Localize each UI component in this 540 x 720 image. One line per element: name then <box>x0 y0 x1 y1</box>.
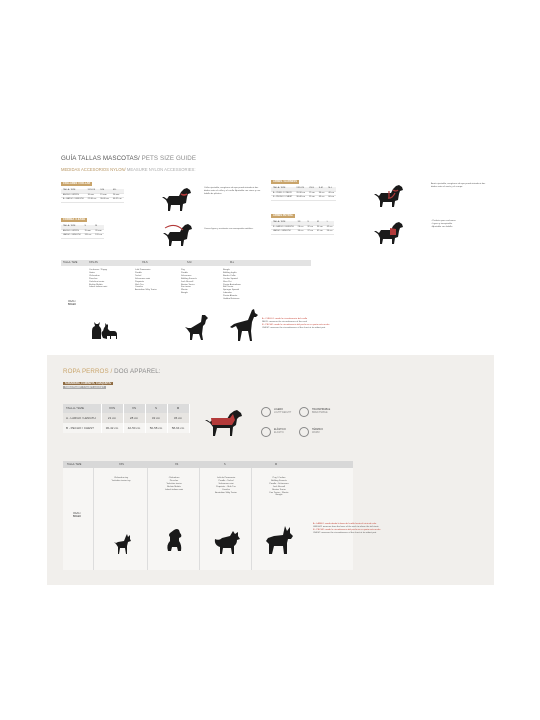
breed-col-s-m <box>181 269 221 295</box>
guide-title <box>61 155 196 162</box>
breed-header-col: S <box>224 463 226 466</box>
feature-line: - Ligero y transpirable <box>431 222 453 225</box>
breed-name: Chihuahua toy <box>113 477 129 479</box>
breed-name: Labrador <box>223 292 232 295</box>
harness-note: Arnés ajustable, asegúrese de que pueda introducir dos dedos entre el arnés y el cuerpo. <box>431 183 486 188</box>
breed-name: Chihuahua <box>168 477 180 479</box>
breed-name: Yorkshire terrier <box>89 280 105 283</box>
nylon-accessories-size-guide <box>47 140 494 350</box>
apparel-breed-col-s <box>202 477 250 494</box>
feature-line: - Perfecto para cachorros <box>431 220 456 222</box>
table-header-cell: M <box>167 404 189 413</box>
breed-name: Poodle - Schnauzer <box>269 482 289 485</box>
table-cell: A - CUELLO / NECK <box>271 191 294 196</box>
table-cell: M <box>93 225 104 229</box>
table-cell: 30-40 cm <box>98 198 111 203</box>
table-cell: 32 cm <box>145 413 167 423</box>
feature-label: LIGERO <box>274 408 284 411</box>
table-cell: TALLA / SIZE <box>61 189 86 193</box>
feature-label: TÉRMICO <box>312 428 324 431</box>
collar-size-table <box>61 189 124 203</box>
guide-title-en: PETS SIZE GUIDE <box>139 155 197 162</box>
breed-name: Caniche <box>135 286 144 289</box>
breed-name: Poodle <box>135 271 142 274</box>
pomeranian-illustration <box>211 529 243 555</box>
column-divider <box>93 468 94 570</box>
cat-and-small-dog-illustration <box>87 320 123 340</box>
breed-name: Bichón Maltés <box>89 283 103 286</box>
table-cell: LARGO / LENGTH <box>271 230 296 235</box>
table-cell: S <box>305 221 315 225</box>
table-header-cell: S <box>145 404 167 413</box>
breed-name: Lebrel italiano mini <box>89 286 108 289</box>
chest-note: B - PECHO: medir la circunferencia del pecho en su parte más ancha <box>313 528 381 531</box>
table-cell: TALLA / SIZE <box>271 187 294 191</box>
table-cell: XXS-XS <box>86 189 99 193</box>
chest-note-en: CHEST: measure the circumference of the chest at its widest part <box>313 531 377 534</box>
breed-name: Yorkshire terrier <box>166 482 182 485</box>
table-cell: A - LARGO / LENGTH <box>63 413 101 423</box>
guide-subtitle-es: MEDIDAS ACCESORIOS NYLON/ <box>61 167 126 172</box>
table-cell: M <box>315 221 325 225</box>
apparel-tag-en: SWEATSHIRT, T-SHIRT, JACKET <box>65 385 105 389</box>
table-cell: B - LARGO / LENGTH <box>271 225 296 230</box>
table-cell: S-M <box>98 189 111 193</box>
breed-name: Springer Spaniel <box>223 289 240 292</box>
breed-name: Pastor Australiano <box>223 283 241 286</box>
breed-header-col: XS-S <box>142 261 148 264</box>
breed-name: Bulldog Francés <box>181 277 197 280</box>
breed-name: Westie <box>181 289 188 292</box>
table-cell: M-L <box>326 187 336 191</box>
feature-label: ELÁSTICO <box>274 428 286 431</box>
breed-header-col: XXS-XS <box>89 261 98 264</box>
table-cell: 15 mm <box>82 229 93 234</box>
breed-name: Lebrel italiano mini <box>164 488 184 491</box>
feature-label-en: WARM <box>312 431 320 434</box>
breed-name: Pequinés - Shih Tzu <box>216 485 236 488</box>
guide-subtitle <box>61 167 196 172</box>
harness-vest-features <box>431 220 489 229</box>
apparel-breed-col-xxs <box>97 477 145 483</box>
table-cell: S-M <box>317 187 327 191</box>
apparel-breed-col-m <box>254 477 304 497</box>
table-cell: 10 mm <box>86 193 99 198</box>
breed-header-col: XS <box>175 463 179 466</box>
thermometer-icon <box>299 427 309 437</box>
table-cell: 26 cm <box>296 225 306 230</box>
column-divider <box>251 468 252 570</box>
breed-name: Teckel <box>135 274 142 277</box>
table-cell: TALLA / SIZE <box>271 221 296 225</box>
table-cell: M-L <box>111 189 124 193</box>
table-cell: 15 mm <box>98 193 111 198</box>
apparel-tag: SUDADERA, CAMISETA, CHAQUETA/ <box>65 382 112 385</box>
table-cell: 120 cm <box>82 234 93 239</box>
table-cell: ANCHO / WIDTH <box>61 229 82 234</box>
feature-label-en: BREATHABLE <box>312 411 328 414</box>
breed-name: Pequinés <box>135 280 145 283</box>
table-cell: 30 cm <box>296 230 306 235</box>
table-cell: 45 cm <box>315 230 325 235</box>
table-cell: 36 cm <box>315 225 325 230</box>
table-cell: LARGO / LENGTH <box>61 234 82 239</box>
breed-name: Jack Russell <box>272 485 286 488</box>
breed-name: Beagle <box>275 494 283 497</box>
table-cell: 42 cm <box>325 225 335 230</box>
apparel-title-es: ROPA PERROS / <box>63 368 113 375</box>
feature-label-en: ELASTIC <box>274 431 284 434</box>
table-cell: TALLA / SIZE <box>61 225 82 229</box>
breed-name: Beagle <box>181 292 188 295</box>
breed-name: Cachorros / Puppy <box>89 269 108 271</box>
dog-leash-illustration <box>157 222 195 248</box>
table-cell: 45 cm <box>317 196 327 201</box>
table-cell: L <box>325 221 335 225</box>
breed-header-size: TALLA / SIZE <box>67 463 82 466</box>
apparel-breed-header-bg <box>63 461 353 468</box>
breed-name: Pug / Carlino <box>272 477 286 479</box>
table-cell: 30-40 cm <box>294 196 307 201</box>
table-cell: A - LARGO / LENGTH <box>61 198 86 203</box>
neck-note: A - CUELLO: medir la circunferencia del cuello <box>262 318 308 320</box>
dog-vest-illustration <box>369 220 405 246</box>
french-bulldog-illustration <box>261 525 295 555</box>
apparel-size-table <box>63 404 190 433</box>
table-cell: 42-50 cm <box>123 423 145 433</box>
table-cell: 60 cm <box>326 196 336 201</box>
harness-tag: ARNÉS / HARNESS <box>273 180 297 183</box>
breed-measure-notes <box>262 318 422 330</box>
table-cell: 28 cm <box>123 413 145 423</box>
table-cell: 50 cm <box>325 230 335 235</box>
breed-name: Golden Retriever <box>223 298 240 301</box>
feather-icon <box>261 407 271 417</box>
table-cell: 20 mm <box>111 193 124 198</box>
table-cell: 30 cm <box>317 191 327 196</box>
table-cell: 58-64 cm <box>167 423 189 433</box>
breed-name: Pinscher <box>169 479 179 482</box>
breed-name: Chihuahua <box>89 274 100 277</box>
table-cell: 36 cm <box>167 413 189 423</box>
breed-name: Shar Pei <box>223 280 232 283</box>
medium-dog-illustration <box>182 312 212 342</box>
breed-header-col: XXS <box>119 463 124 466</box>
apparel-measure-notes <box>313 523 483 535</box>
yorkshire-illustration <box>161 527 187 555</box>
leash-tag: CORREA / LEASH <box>63 218 86 221</box>
table-cell: 36-42 cm <box>101 423 123 433</box>
dog-sweater-illustration <box>197 408 245 442</box>
table-cell: 25 cm <box>307 191 317 196</box>
breed-name: Australian Silky Terrier <box>135 289 157 292</box>
collar-tag: COLLARES / COLLAR <box>63 182 91 185</box>
breed-name: Bichón Maltés <box>167 485 181 488</box>
table-cell: 20-30 cm <box>294 191 307 196</box>
table-cell: 22-30 cm <box>86 198 99 203</box>
breed-side-label: RAZA / BREED <box>67 300 77 306</box>
table-cell: 35 cm <box>307 196 317 201</box>
breed-name: Boston Terrier <box>181 283 195 286</box>
breed-name: Pug <box>181 269 185 271</box>
dog-collar-illustration <box>157 186 193 214</box>
apparel-title <box>63 368 161 375</box>
table-header-cell: XS <box>123 404 145 413</box>
leash-size-table <box>61 225 104 239</box>
breed-name: Lulú Pomerania <box>135 269 151 271</box>
collar-note: Collar ajustable, asegúrese de que pueda introducir dos dedos entre el collar y el cuello. Ajustable con cierre y con hebilla de plástico. <box>204 187 261 195</box>
breed-name: Beagle <box>223 269 230 271</box>
breed-name: Cocker Spaniel <box>223 277 238 280</box>
table-cell: B - PECHO / CHEST <box>63 423 101 433</box>
table-cell: 37 cm <box>305 230 315 235</box>
breed-name: Australian Silky Terrier <box>215 491 237 494</box>
guide-title-es: GUÍA TALLAS MASCOTAS/ <box>61 155 140 162</box>
table-cell: 21 cm <box>101 413 123 423</box>
breed-name: Fox Terrier - Westie <box>269 491 289 494</box>
breed-col-xs-s <box>135 269 179 292</box>
breed-name: Bulldog Francés <box>271 479 287 482</box>
breed-header-size: TALLA / SIZE <box>63 261 78 264</box>
column-divider <box>199 468 200 570</box>
harness-size-table <box>271 187 336 201</box>
table-cell: ANCHO / WIDTH <box>61 193 86 198</box>
large-dog-illustration <box>227 308 263 344</box>
harness-vest-size-table <box>271 221 334 235</box>
table-header-cell: TALLA / SIZE <box>63 404 101 413</box>
table-header-cell: XXS <box>101 404 123 413</box>
breed-side-label: RAZA / BREED <box>72 512 82 518</box>
breed-name: Caniche <box>221 488 231 491</box>
feature-line: - Ajustable con hebilla <box>431 225 453 228</box>
airflow-icon <box>299 407 309 417</box>
chihuahua-illustration <box>111 533 133 555</box>
table-cell: 20 mm <box>93 229 104 234</box>
neck-note-en: NECK: measure the circumference of the neck <box>262 320 308 323</box>
stretch-icon <box>261 427 271 437</box>
table-cell: 50-58 cm <box>145 423 167 433</box>
breed-name: Boston Terrier <box>272 488 286 491</box>
breed-name: Pinscher <box>89 277 98 280</box>
table-cell: B - PECHO / CHEST <box>271 196 294 201</box>
table-cell: 32 cm <box>305 225 315 230</box>
harness-vest-tag: ARNÉS PETRAL <box>273 214 294 217</box>
table-cell: XS-S <box>307 187 317 191</box>
breed-name: Bull Terrier <box>223 286 234 289</box>
dog-harness-illustration <box>369 183 405 209</box>
breed-name: Poodle <box>181 271 188 274</box>
breed-header-col: M <box>275 463 277 466</box>
breed-name: Bulldog Inglés <box>223 271 237 274</box>
feature-label: TRANSPIRABLE <box>312 408 331 411</box>
breed-name: Yorkshire terrier toy <box>111 479 131 482</box>
table-cell: S <box>82 225 93 229</box>
breed-name: Fox terrier <box>181 286 191 289</box>
breed-name: Schnauzer <box>181 274 192 277</box>
table-cell: XXS-XS <box>294 187 307 191</box>
table-cell: 40 cm <box>326 191 336 196</box>
table-cell: 120 cm <box>93 234 104 239</box>
breed-name: Border Collie <box>223 274 236 277</box>
breed-header-col: M-L <box>230 261 235 264</box>
breed-col-m-l <box>223 269 267 301</box>
apparel-breed-col-xs <box>151 477 197 492</box>
breed-name: Pastor Alemán <box>223 295 238 298</box>
breed-name: Poodle - Teckel <box>218 479 234 482</box>
breed-name: Jack Russell <box>181 280 194 283</box>
breed-name: Gatos <box>89 271 95 274</box>
breed-name: Schnauzer mini <box>135 277 151 280</box>
breed-name: Shih Tzu <box>135 283 144 286</box>
breed-name: Schnauzer mini <box>218 482 234 485</box>
chest-note-en: CHEST: measure the circumference of the chest at its widest part <box>262 326 326 329</box>
column-divider <box>147 468 148 570</box>
dog-apparel-size-guide <box>47 355 494 585</box>
length-note-en: LENGHT: measure from the base of the neck to where the tail starts <box>313 525 379 528</box>
table-cell: XS <box>296 221 306 225</box>
guide-subtitle-en: MEASURE NYLON ACCESSORIES: <box>125 167 196 172</box>
length-note: A - LARGO: medir desde la base del cuello hasta el inicio de cola <box>313 523 377 525</box>
table-cell: 40-55 cm <box>111 198 124 203</box>
leash-note: Correa ligera y resistente con mosquetón metálico. <box>204 228 254 230</box>
feature-label-en: LIGHT WEIGHT <box>274 411 292 414</box>
breed-col-xxs-xs <box>89 269 129 289</box>
breed-header-col: S-M <box>187 261 192 264</box>
breed-table-header-bg <box>61 260 311 266</box>
breed-name: Lulú de Pomerania <box>216 477 236 479</box>
apparel-title-en: DOG APPAREL: <box>112 368 161 375</box>
chest-note: B - PECHO: medir la circunferencia del pecho en su parte más ancha <box>262 323 330 326</box>
